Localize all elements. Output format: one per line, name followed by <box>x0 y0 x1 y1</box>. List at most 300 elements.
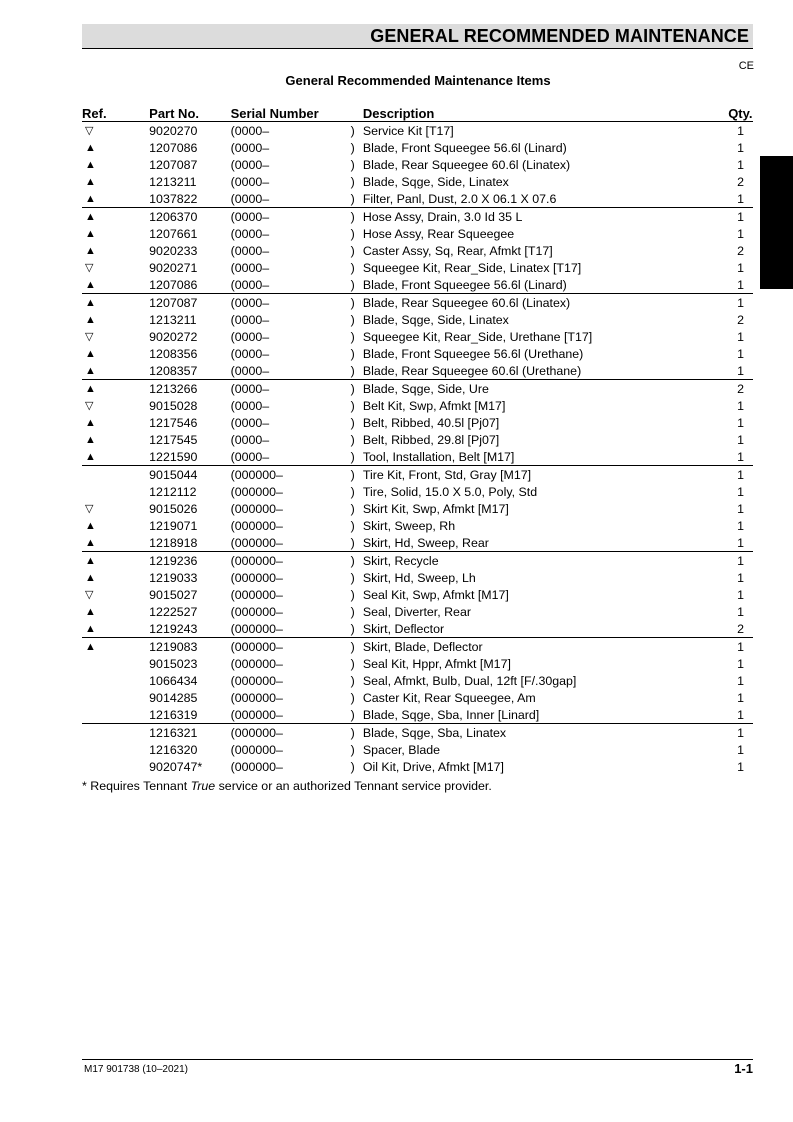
part-number: 9020270 <box>149 123 198 138</box>
serial-number: (0000– <box>230 174 270 189</box>
serial-range-close: ) <box>350 553 355 568</box>
part-number: 1216319 <box>149 706 230 724</box>
ref-mark <box>82 397 149 414</box>
quantity: 2 <box>737 312 745 327</box>
ref-mark-icon: ▲ <box>85 245 96 257</box>
serial-number: (0000– <box>230 260 270 275</box>
parts-table-body <box>82 122 753 776</box>
description: Skirt, Hd, Sweep, Lh <box>362 570 476 585</box>
part-number: 1207661 <box>149 226 198 241</box>
quantity: 1 <box>737 587 745 602</box>
part-number: 1213211 <box>149 174 197 189</box>
quantity: 1 <box>737 518 745 533</box>
serial-range-close: ) <box>350 243 355 258</box>
ref-mark-icon: ▲ <box>85 365 96 377</box>
part-number: 9014285 <box>149 690 198 705</box>
part-number: 1208357 <box>149 362 230 380</box>
description: Blade, Front Squeegee 56.6l (Urethane) <box>362 346 584 361</box>
quantity: 1 <box>737 553 745 568</box>
part-number: 1216321 <box>149 725 198 740</box>
serial-range-close: ) <box>350 742 355 757</box>
col-ref: Ref. <box>82 106 107 121</box>
ref-mark <box>82 173 149 190</box>
description: Tool, Installation, Belt [M17] <box>363 448 728 466</box>
serial-range-close: ) <box>350 398 355 413</box>
table-row <box>82 294 753 312</box>
serial-range-close: ) <box>350 759 355 774</box>
quantity: 1 <box>737 346 745 361</box>
serial-number: (000000– <box>230 553 283 568</box>
description: Skirt, Hd, Sweep, Rear <box>363 534 728 552</box>
serial-number: (000000– <box>230 501 283 516</box>
serial-range-close: ) <box>350 312 355 327</box>
ref-mark <box>82 517 149 534</box>
ref-mark <box>82 741 149 758</box>
table-row <box>82 345 753 362</box>
ref-mark <box>82 294 149 312</box>
table-row <box>82 190 753 208</box>
col-qty: Qty. <box>728 106 753 121</box>
quantity: 1 <box>737 690 745 705</box>
table-row <box>82 586 753 603</box>
footnote: * Requires Tennant True service or an authorized Tennant service provider. <box>82 779 492 793</box>
ref-mark-icon: ▽ <box>85 262 94 274</box>
serial-number: (000000– <box>231 620 351 638</box>
serial-number: (0000– <box>230 243 270 258</box>
table-row <box>82 276 753 294</box>
ref-mark-icon: ▲ <box>85 555 96 567</box>
description: Squeegee Kit, Rear_Side, Urethane [T17] <box>362 329 593 344</box>
serial-number: (0000– <box>230 312 270 327</box>
description: Caster Kit, Rear Squeegee, Am <box>362 690 536 705</box>
serial-range-close: ) <box>350 157 355 172</box>
quantity: 1 <box>728 276 753 294</box>
ref-mark <box>82 156 149 173</box>
description: Blade, Rear Squeegee 60.6l (Linatex) <box>362 295 571 310</box>
serial-range-close: ) <box>350 725 355 740</box>
serial-range-close: ) <box>350 295 355 310</box>
description: Hose Assy, Rear Squeegee <box>362 226 515 241</box>
serial-number: (000000– <box>230 759 283 774</box>
serial-range-close: ) <box>351 448 363 466</box>
serial-number: (0000– <box>230 226 270 241</box>
ref-mark <box>82 586 149 603</box>
part-number: 1218918 <box>149 534 230 552</box>
ref-mark <box>82 603 149 620</box>
ref-mark-icon: ▲ <box>85 142 96 154</box>
quantity: 1 <box>737 570 745 585</box>
table-row <box>82 328 753 345</box>
table-row <box>82 122 753 140</box>
table-row <box>82 638 753 656</box>
serial-number: (000000– <box>231 534 351 552</box>
serial-range-close: ) <box>351 276 363 294</box>
quantity: 1 <box>737 742 745 757</box>
serial-range-close: ) <box>351 190 363 208</box>
serial-range-close: ) <box>350 140 355 155</box>
ref-mark-icon: ▲ <box>85 314 96 326</box>
table-row <box>82 483 753 500</box>
description: Skirt Kit, Swp, Afmkt [M17] <box>362 501 509 516</box>
serial-range-close: ) <box>351 362 363 380</box>
serial-number: (000000– <box>230 587 283 602</box>
serial-number: (000000– <box>230 690 283 705</box>
description: Skirt, Deflector <box>363 620 728 638</box>
ref-mark-icon: ▲ <box>85 623 96 635</box>
serial-range-close: ) <box>350 226 355 241</box>
description: Belt, Ribbed, 29.8l [Pj07] <box>362 432 500 447</box>
part-number: 9020233 <box>149 243 198 258</box>
ref-mark <box>82 552 149 570</box>
serial-range-close: ) <box>350 123 355 138</box>
ref-mark-icon: ▲ <box>85 417 96 429</box>
quantity: 1 <box>737 759 745 774</box>
quantity: 2 <box>737 243 745 258</box>
serial-range-close: ) <box>350 381 355 396</box>
serial-range-close: ) <box>350 587 355 602</box>
part-number: 9020271 <box>149 260 198 275</box>
ref-mark <box>82 706 149 724</box>
serial-number: (000000– <box>230 639 283 654</box>
ref-mark <box>82 638 149 656</box>
part-number: 1216320 <box>149 742 198 757</box>
table-row <box>82 655 753 672</box>
description: Skirt, Sweep, Rh <box>362 518 456 533</box>
ref-mark-icon: ▲ <box>85 641 96 653</box>
part-number: 1219083 <box>149 639 198 654</box>
part-number: 1037822 <box>149 190 230 208</box>
quantity: 1 <box>737 226 745 241</box>
ref-mark-icon: ▲ <box>85 193 96 205</box>
ref-mark <box>82 328 149 345</box>
ref-mark-icon: ▲ <box>85 606 96 618</box>
quantity: 1 <box>728 362 753 380</box>
serial-number: (0000– <box>230 398 270 413</box>
serial-number: (000000– <box>230 484 283 499</box>
serial-range-close: ) <box>350 518 355 533</box>
serial-range-close: ) <box>350 209 355 224</box>
table-row <box>82 500 753 517</box>
quantity: 1 <box>737 484 745 499</box>
part-number: 1207086 <box>149 276 230 294</box>
serial-range-close: ) <box>351 534 363 552</box>
section-tab-marker <box>760 156 793 289</box>
table-row <box>82 620 753 638</box>
description: Seal, Diverter, Rear <box>362 604 471 619</box>
table-row <box>82 534 753 552</box>
table-row <box>82 672 753 689</box>
quantity: 1 <box>737 501 745 516</box>
serial-range-close: ) <box>350 329 355 344</box>
serial-range-close: ) <box>350 260 355 275</box>
table-row <box>82 362 753 380</box>
table-row <box>82 758 753 775</box>
table-row <box>82 741 753 758</box>
table-row <box>82 569 753 586</box>
ref-mark <box>82 225 149 242</box>
serial-range-close: ) <box>351 706 363 724</box>
description: Skirt, Blade, Deflector <box>362 639 483 654</box>
serial-range-close: ) <box>350 656 355 671</box>
part-number: 9020747* <box>149 759 203 774</box>
description: Blade, Sqge, Side, Ure <box>362 381 489 396</box>
serial-number: (0000– <box>230 432 270 447</box>
description: Belt, Ribbed, 40.5l [Pj07] <box>362 415 500 430</box>
description: Blade, Rear Squeegee 60.6l (Linatex) <box>362 157 571 172</box>
ref-mark <box>82 259 149 276</box>
description: Oil Kit, Drive, Afmkt [M17] <box>362 759 504 774</box>
part-number: 1219071 <box>149 518 198 533</box>
part-number: 1212112 <box>149 484 197 499</box>
serial-number: (000000– <box>230 673 283 688</box>
serial-range-close: ) <box>350 346 355 361</box>
quantity: 1 <box>737 260 745 275</box>
part-number: 1221590 <box>149 448 230 466</box>
ref-mark-icon: ▽ <box>85 503 94 515</box>
serial-range-close: ) <box>350 501 355 516</box>
part-number: 1219236 <box>149 553 198 568</box>
serial-number: (000000– <box>230 467 283 482</box>
quantity: 2 <box>728 620 753 638</box>
serial-number: (0000– <box>230 295 270 310</box>
ref-mark-icon: ▲ <box>85 279 96 291</box>
quantity: 1 <box>737 432 745 447</box>
ref-mark <box>82 758 149 775</box>
serial-number: (000000– <box>231 706 351 724</box>
quantity: 1 <box>728 448 753 466</box>
table-row <box>82 431 753 448</box>
ref-mark <box>82 380 149 398</box>
page-number: 1-1 <box>734 1061 753 1076</box>
description: Blade, Front Squeegee 56.6l (Linard) <box>363 276 728 294</box>
quantity: 1 <box>728 190 753 208</box>
ref-mark <box>82 362 149 380</box>
ref-mark <box>82 534 149 552</box>
table-row <box>82 414 753 431</box>
table-row <box>82 156 753 173</box>
ref-mark <box>82 448 149 466</box>
part-number: 1217546 <box>149 415 198 430</box>
serial-number: (000000– <box>230 725 283 740</box>
table-row <box>82 311 753 328</box>
serial-number: (000000– <box>230 518 283 533</box>
ref-mark <box>82 655 149 672</box>
quantity: 1 <box>737 157 745 172</box>
serial-number: (000000– <box>230 604 283 619</box>
region-code: CE <box>738 60 754 72</box>
description: Spacer, Blade <box>362 742 440 757</box>
footer-divider <box>82 1059 753 1060</box>
ref-mark-icon: ▲ <box>85 383 96 395</box>
ref-mark-icon: ▲ <box>85 520 96 532</box>
part-number: 1222527 <box>149 604 198 619</box>
part-number: 1219033 <box>149 570 198 585</box>
description: Seal, Afmkt, Bulb, Dual, 12ft [F/.30gap] <box>362 673 577 688</box>
ref-mark-icon: ▽ <box>85 589 94 601</box>
serial-range-close: ) <box>351 620 363 638</box>
description: Seal Kit, Hppr, Afmkt [M17] <box>362 656 511 671</box>
table-row <box>82 139 753 156</box>
quantity: 2 <box>737 174 745 189</box>
document-number: M17 901738 (10–2021) <box>84 1064 188 1075</box>
ref-mark-icon: ▲ <box>85 572 96 584</box>
serial-range-close: ) <box>350 604 355 619</box>
ref-mark <box>82 208 149 226</box>
serial-range-close: ) <box>350 415 355 430</box>
quantity: 1 <box>728 706 753 724</box>
serial-range-close: ) <box>350 432 355 447</box>
serial-number: (0000– <box>230 415 270 430</box>
col-part-no: Part No. <box>149 106 199 121</box>
table-row <box>82 225 753 242</box>
part-number: 1206370 <box>149 209 198 224</box>
serial-range-close: ) <box>350 570 355 585</box>
ref-mark <box>82 414 149 431</box>
ref-mark-icon: ▽ <box>85 331 94 343</box>
ref-mark <box>82 122 149 140</box>
quantity: 1 <box>737 209 745 224</box>
part-number: 1207087 <box>149 295 198 310</box>
table-row <box>82 173 753 190</box>
description: Filter, Panl, Dust, 2.0 X 06.1 X 07.6 <box>363 190 728 208</box>
quantity: 1 <box>737 415 745 430</box>
serial-number: (0000– <box>230 346 270 361</box>
header-bar <box>82 24 753 49</box>
page-title: GENERAL RECOMMENDED MAINTENANCE <box>370 26 749 46</box>
serial-range-close: ) <box>350 174 355 189</box>
serial-number: (0000– <box>231 276 351 294</box>
part-number: 9015023 <box>149 656 198 671</box>
ref-mark-icon: ▲ <box>85 176 96 188</box>
ref-mark <box>82 139 149 156</box>
part-number: 9020272 <box>149 329 198 344</box>
table-row <box>82 689 753 706</box>
description: Belt Kit, Swp, Afmkt [M17] <box>362 398 506 413</box>
serial-number: (0000– <box>230 123 270 138</box>
description: Blade, Front Squeegee 56.6l (Linard) <box>362 140 567 155</box>
ref-mark <box>82 311 149 328</box>
description: Tire Kit, Front, Std, Gray [M17] <box>362 467 532 482</box>
ref-mark-icon: ▲ <box>85 348 96 360</box>
serial-number: (0000– <box>231 362 351 380</box>
serial-range-close: ) <box>350 467 355 482</box>
description: Blade, Sqge, Sba, Linatex <box>362 725 507 740</box>
ref-mark <box>82 466 149 484</box>
ref-mark-icon: ▲ <box>85 537 96 549</box>
quantity: 1 <box>737 639 745 654</box>
ref-mark <box>82 672 149 689</box>
description: Hose Assy, Drain, 3.0 Id 35 L <box>362 209 523 224</box>
ref-mark <box>82 242 149 259</box>
ref-mark <box>82 500 149 517</box>
quantity: 1 <box>737 725 745 740</box>
part-number: 9015026 <box>149 501 198 516</box>
serial-number: (0000– <box>230 209 270 224</box>
ref-mark-icon: ▲ <box>85 434 96 446</box>
quantity: 2 <box>737 381 745 396</box>
ref-mark <box>82 276 149 294</box>
description: Blade, Rear Squeegee 60.6l (Urethane) <box>363 362 728 380</box>
col-description: Description <box>362 106 435 121</box>
ref-mark <box>82 190 149 208</box>
ref-mark <box>82 431 149 448</box>
table-row <box>82 517 753 534</box>
serial-number: (0000– <box>230 157 270 172</box>
description: Blade, Sqge, Side, Linatex <box>362 312 509 327</box>
description: Blade, Sqge, Side, Linatex <box>362 174 509 189</box>
table-row <box>82 466 753 484</box>
part-number: 9015027 <box>149 587 198 602</box>
serial-range-close: ) <box>350 484 355 499</box>
serial-range-close: ) <box>350 639 355 654</box>
table-row <box>82 552 753 570</box>
col-serial-number: Serial Number <box>230 106 319 121</box>
serial-number: (0000– <box>231 448 351 466</box>
part-number: 1213211 <box>149 312 197 327</box>
ref-mark <box>82 724 149 742</box>
description: Tire, Solid, 15.0 X 5.0, Poly, Std <box>362 484 538 499</box>
quantity: 1 <box>737 329 745 344</box>
table-row <box>82 208 753 226</box>
table-row <box>82 706 753 724</box>
ref-mark <box>82 569 149 586</box>
part-number: 1207087 <box>149 157 198 172</box>
quantity: 1 <box>737 673 745 688</box>
ref-mark-icon: ▲ <box>85 211 96 223</box>
ref-mark <box>82 689 149 706</box>
serial-number: (0000– <box>230 381 270 396</box>
description: Skirt, Recycle <box>362 553 439 568</box>
serial-number: (000000– <box>230 656 283 671</box>
ref-mark-icon: ▲ <box>85 228 96 240</box>
part-number: 9015028 <box>149 398 198 413</box>
table-row <box>82 397 753 414</box>
ref-mark <box>82 345 149 362</box>
part-number: 9015044 <box>149 467 198 482</box>
ref-mark-icon: ▲ <box>85 451 96 463</box>
description: Squeegee Kit, Rear_Side, Linatex [T17] <box>362 260 582 275</box>
table-header-row <box>82 104 753 122</box>
table-row <box>82 380 753 398</box>
parts-table <box>82 104 753 775</box>
serial-number: (0000– <box>230 140 270 155</box>
quantity: 1 <box>728 534 753 552</box>
quantity: 1 <box>737 604 745 619</box>
quantity: 1 <box>737 123 745 138</box>
section-subtitle: General Recommended Maintenance Items <box>285 73 551 88</box>
quantity: 1 <box>737 140 745 155</box>
ref-mark <box>82 483 149 500</box>
part-number: 1207086 <box>149 140 198 155</box>
description: Seal Kit, Swp, Afmkt [M17] <box>362 587 509 602</box>
serial-number: (0000– <box>230 329 270 344</box>
description: Service Kit [T17] <box>362 123 454 138</box>
serial-range-close: ) <box>350 690 355 705</box>
table-row <box>82 259 753 276</box>
serial-number: (0000– <box>231 190 351 208</box>
quantity: 1 <box>737 467 745 482</box>
part-number: 1219243 <box>149 620 230 638</box>
ref-mark-icon: ▲ <box>85 297 96 309</box>
description: Caster Assy, Sq, Rear, Afmkt [T17] <box>362 243 553 258</box>
quantity: 1 <box>737 295 745 310</box>
table-row <box>82 242 753 259</box>
part-number: 1217545 <box>149 432 198 447</box>
part-number: 1208356 <box>149 346 198 361</box>
table-row <box>82 603 753 620</box>
ref-mark-icon: ▲ <box>85 159 96 171</box>
part-number: 1213266 <box>149 381 198 396</box>
